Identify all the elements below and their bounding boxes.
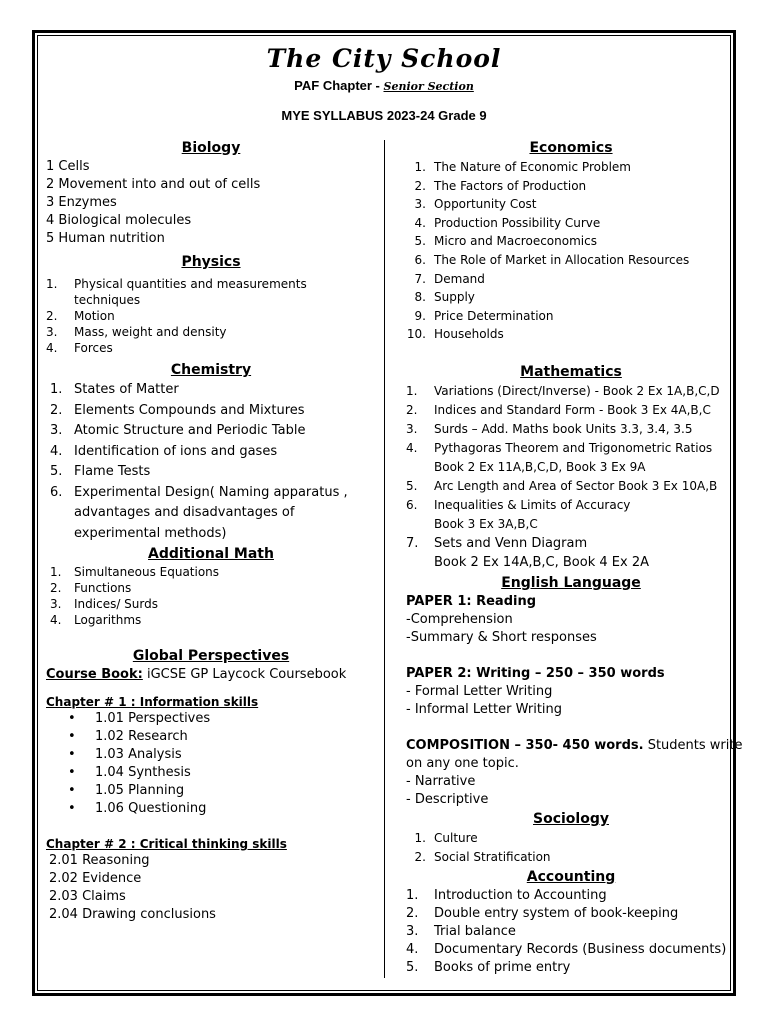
chemistry-title: Chemistry	[170, 362, 252, 378]
list-item: 10. Households	[406, 327, 504, 342]
list-item: 3. Atomic Structure and Periodic Table	[50, 423, 306, 438]
list-item: 9. Price Determination	[414, 308, 554, 323]
list-item: 5. Flame Tests	[50, 464, 151, 479]
list-item: - Informal Letter Writing	[406, 701, 563, 717]
list-item: 4 Biological molecules	[46, 213, 192, 228]
chapter2-list	[46, 852, 376, 924]
physics-list	[46, 276, 376, 356]
list-item: 6. Inequalities & Limits of Accuracy Book 3 Ex 3A,B,C	[406, 497, 631, 531]
list-item: 6. Experimental Design( Naming apparatus , advantages and disadvantages of experimental methods)	[50, 484, 348, 541]
list-item: 2.03 Claims	[49, 889, 126, 904]
list-item: • 1.06 Questioning	[68, 801, 207, 816]
list-item: 6. The Role of Market in Allocation Resources	[414, 252, 690, 267]
list-item: - Descriptive	[406, 791, 489, 807]
chapter1-list	[46, 710, 376, 818]
composition-line: COMPOSITION – 350- 450 words. Students write	[406, 737, 743, 753]
list-item: 8. Supply	[414, 290, 475, 305]
economics-list	[406, 158, 728, 344]
list-item: • 1.04 Synthesis	[68, 765, 191, 780]
list-item: 4. Forces	[46, 341, 113, 355]
chemistry-list	[46, 380, 376, 544]
english-content	[406, 593, 743, 809]
list-item: 2. Motion	[46, 309, 115, 323]
english-title: English Language	[501, 574, 641, 591]
list-item: - Narrative	[406, 773, 476, 789]
list-item: -Summary & Short responses	[406, 629, 597, 645]
list-item: 3. Surds – Add. Maths book Units 3.3, 3.4, 3.5	[406, 421, 693, 436]
list-item: 1. The Nature of Economic Problem	[414, 160, 631, 174]
list-item: 5. Micro and Macroeconomics	[414, 234, 597, 249]
paper2-title: PAPER 2: Writing – 250 – 350 words	[406, 665, 665, 681]
course-book-value: iGCSE GP Laycock Coursebook	[142, 667, 347, 682]
list-item: 2. Double entry system of book-keeping	[406, 905, 679, 921]
list-item: - Formal Letter Writing	[406, 683, 553, 699]
list-item: 5. Arc Length and Area of Sector Book 3 Ex 10A,B	[406, 478, 718, 493]
list-item: 1. Physical quantities and measurements techniques	[46, 277, 307, 307]
additional-math-list	[46, 564, 376, 628]
list-item: 3. Mass, weight and density	[46, 325, 227, 339]
list-item: 3. Opportunity Cost	[414, 197, 537, 212]
right-column	[406, 138, 743, 977]
course-book-line	[46, 666, 376, 684]
list-item: • 1.03 Analysis	[68, 747, 182, 762]
chapter2-title: Chapter # 2 : Critical thinking skills	[46, 837, 287, 851]
composition-line-2: on any one topic.	[406, 755, 519, 771]
list-item: 1. Variations (Direct/Inverse) - Book 2 Ex 1A,B,C,D	[406, 383, 720, 398]
list-item: 5. Books of prime entry	[406, 959, 571, 975]
list-item: 1. Introduction to Accounting	[406, 887, 607, 903]
paper1-title: PAPER 1: Reading	[406, 593, 537, 609]
list-item: 2. The Factors of Production	[414, 178, 587, 193]
accounting-title: Accounting	[526, 868, 616, 885]
list-item: 2. Functions	[50, 581, 132, 595]
list-item: 1. Simultaneous Equations	[50, 565, 220, 579]
list-item: 2.02 Evidence	[49, 871, 142, 886]
list-item: 2. Elements Compounds and Mixtures	[50, 402, 305, 418]
global-perspectives-title: Global Perspectives	[132, 648, 290, 664]
mathematics-title: Mathematics	[520, 363, 622, 380]
syllabus-title: MYE SYLLABUS 2023-24 Grade 9	[281, 108, 487, 123]
list-item: 4. Production Possibility Curve	[414, 215, 601, 230]
list-item: 5 Human nutrition	[46, 231, 165, 246]
list-item: 7. Demand	[414, 271, 485, 286]
list-item: 2.01 Reasoning	[49, 853, 150, 868]
left-column	[46, 138, 376, 924]
mathematics-list	[406, 382, 728, 573]
biology-list	[46, 158, 376, 248]
list-item: • 1.01 Perspectives	[68, 711, 211, 726]
chapter-label: PAF Chapter -	[294, 78, 384, 93]
list-item: 4. Pythagoras Theorem and Trigonometric Ratios Book 2 Ex 11A,B,C,D, Book 3 Ex 9A	[406, 440, 713, 474]
list-item: -Comprehension	[406, 611, 513, 627]
list-item: 3. Trial balance	[406, 923, 516, 939]
biology-title: Biology	[181, 140, 241, 156]
course-book-label: Course Book:	[46, 667, 143, 682]
physics-title: Physics	[181, 254, 241, 270]
list-item: 2 Movement into and out of cells	[46, 177, 261, 192]
sociology-list	[406, 829, 728, 867]
list-item: 2. Social Stratification	[414, 849, 551, 864]
list-item: 4. Logarithms	[50, 613, 142, 627]
list-item: 2. Indices and Standard Form - Book 3 Ex 4A,B,C	[406, 402, 711, 417]
additional-math-title: Additional Math	[148, 546, 274, 562]
accounting-list	[406, 887, 728, 977]
column-divider	[384, 140, 385, 978]
chapter1-title: Chapter # 1 : Information skills	[46, 695, 259, 709]
list-item: 4. Identification of ions and gases	[50, 443, 278, 459]
list-item: 4. Documentary Records (Business documents)	[406, 941, 727, 957]
list-item: 1 Cells	[46, 159, 90, 174]
economics-title: Economics	[529, 140, 613, 156]
chapter-line	[0, 78, 768, 93]
list-item: • 1.02 Research	[68, 729, 188, 744]
sociology-title: Sociology	[533, 810, 609, 827]
section-label: Senior Section	[383, 80, 474, 93]
list-item: 2.04 Drawing conclusions	[49, 907, 216, 922]
list-item: 3 Enzymes	[46, 195, 117, 210]
school-name: The City School	[266, 44, 502, 73]
list-item: 7. Sets and Venn Diagram Book 2 Ex 14A,B,C, Book 4 Ex 2A	[406, 535, 649, 571]
list-item: 1. States of Matter	[50, 382, 179, 397]
list-item: 3. Indices/ Surds	[50, 597, 158, 611]
list-item: • 1.05 Planning	[68, 783, 185, 798]
list-item: 1. Culture	[414, 830, 478, 845]
